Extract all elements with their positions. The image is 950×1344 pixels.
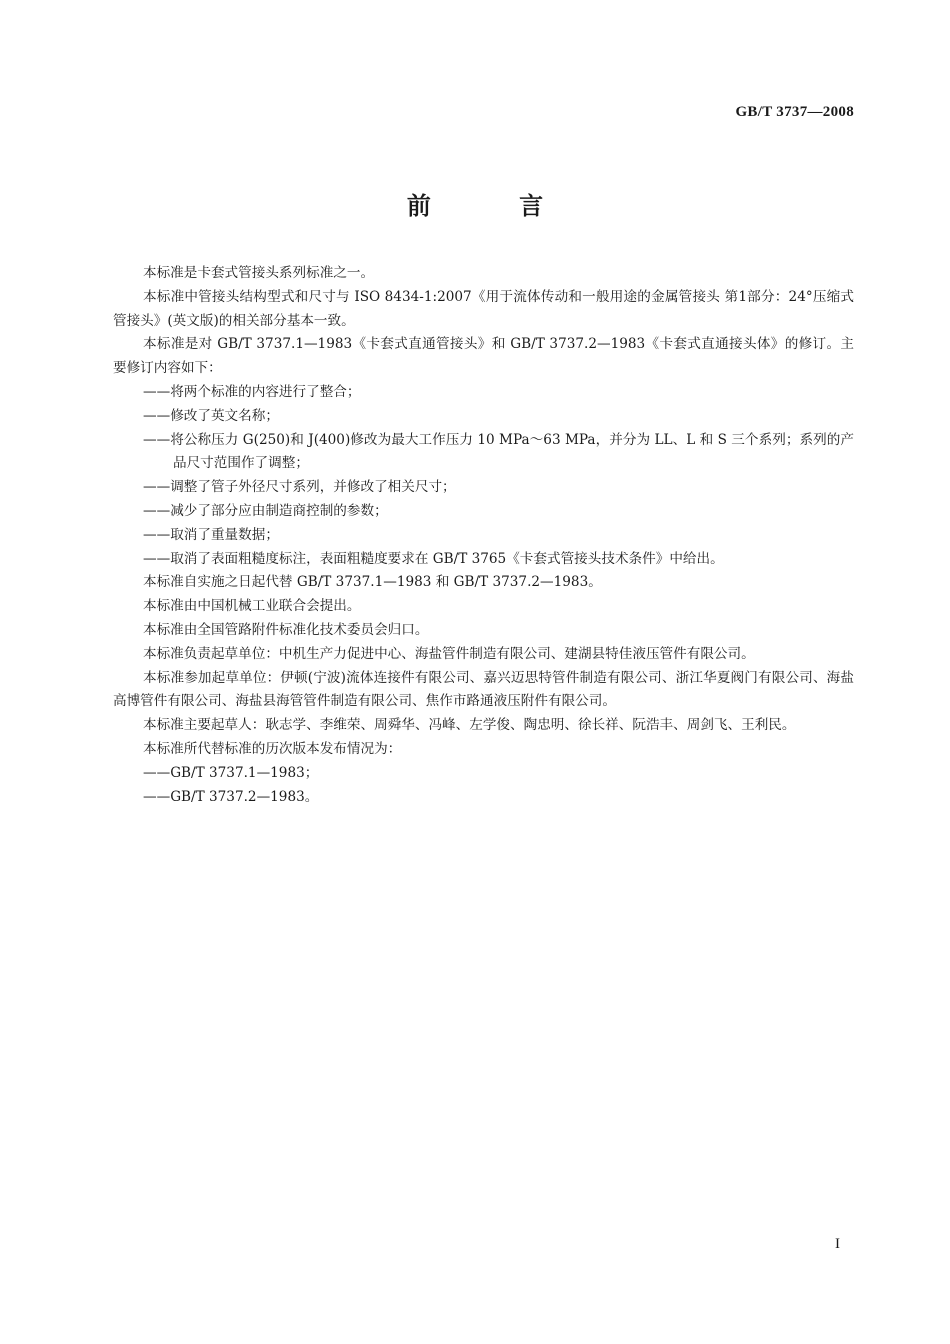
page-number: I — [835, 1236, 840, 1252]
standard-code: GB/T 3737—2008 — [735, 104, 854, 120]
paragraph: 本标准主要起草人：耿志学、李维荣、周舜华、冯峰、左学俊、陶忠明、徐长祥、阮浩丰、周剑飞、王利民。 — [143, 717, 796, 734]
paragraph: 本标准是卡套式管接头系列标准之一。 — [143, 265, 375, 281]
paragraph: 本标准所代替标准的历次版本发布情况为： — [143, 740, 402, 757]
list-item: ——GB/T 3737.2—1983。 — [143, 788, 319, 805]
list-item: ——将两个标准的内容进行了整合； — [143, 383, 361, 400]
paragraph: 本标准由全国管路附件标准化技术委员会归口。 — [143, 621, 429, 638]
paragraph: 本标准是对 GB/T 3737.1—1983《卡套式直通管接头》和 GB/T 3737.2—1983《卡套式直通接头体》的修订。主要修订内容如下： — [113, 336, 854, 377]
paragraph: 本标准自实施之日起代替 GB/T 3737.1—1983 和 GB/T 3737.2—1983。 — [143, 574, 602, 591]
list-item: ——调整了管子外径尺寸系列，并修改了相关尺寸； — [143, 479, 456, 496]
list-item: ——取消了重量数据； — [143, 526, 279, 543]
foreword-body — [113, 262, 854, 809]
paragraph: 本标准中管接头结构型式和尺寸与 ISO 8434-1:2007《用于流体传动和一般用途的金属管接头 第1部分：24°压缩式管接头》(英文版)的相关部分基本一致。 — [113, 288, 854, 329]
list-item: ——取消了表面粗糙度标注，表面粗糙度要求在 GB/T 3765《卡套式管接头技术条件》中给出。 — [143, 550, 724, 567]
list-item: ——减少了部分应由制造商控制的参数； — [143, 502, 388, 519]
list-item: ——GB/T 3737.1—1983； — [143, 764, 319, 781]
page-title: 前 言 — [406, 192, 584, 220]
list-item: ——修改了英文名称； — [143, 407, 279, 424]
paragraph: 本标准参加起草单位：伊顿(宁波)流体连接件有限公司、嘉兴迈思特管件制造有限公司、浙江华夏阀门有限公司、海盐高博管件有限公司、海盐县海管管件制造有限公司、焦作市路通液压附件有限公司。 — [113, 669, 854, 710]
list-item: ——将公称压力 G(250)和 J(400)修改为最大工作压力 10 MPa～63 MPa，并分为 LL、L 和 S 三个系列；系列的产品尺寸范围作了调整； — [143, 431, 854, 472]
paragraph: 本标准由中国机械工业联合会提出。 — [143, 598, 361, 615]
paragraph: 本标准负责起草单位：中机生产力促进中心、海盐管件制造有限公司、建湖县特佳液压管件有限公司。 — [143, 645, 755, 662]
